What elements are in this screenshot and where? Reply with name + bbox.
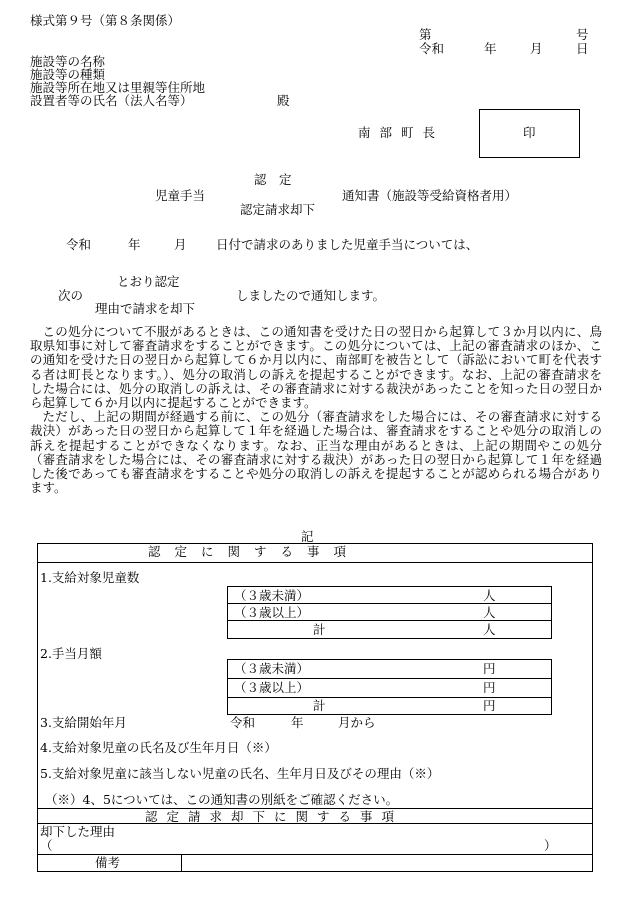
notice-paragraph-1: この処分について不服があるときは、この通知書を受けた日の翌日から起算して３か月以内に、鳥取県知事に対して審査請求をすることができます。この処分については、上記の審査請求のほか、この通知を受けた日の翌日から起算して６か月以内に、南部町を被告として（訴訟において町を代表する者は町長となります。）、処分の取消しの訴えを提起することができます。なお、上記の審査請求をした場合には、処分の取消しの訴えは、その審査請求に対する裁決があったことを知った日の翌日から起算して６か月以内に提起することができます。: [30, 324, 602, 411]
ki-mark: 記: [301, 529, 314, 544]
date-month: 月: [530, 41, 543, 56]
notice-paragraph-2: ただし、上記の期間が経過する前に、この処分（審査請求をした場合には、その審査請求に対する裁決）があった日の翌日から起算して１年を経過した場合は、審査請求をすることや処分の取消しの訴えを提起することができなくなります。なお、正当な理由があるときは、上記の期間やこの処分（審査請求をした場合には、その審査請求に対する裁決）があった日の翌日から起算して１年を経過した後であっても審査請求をすることや処分の取消しの訴えを提起することが認められる場合があります。: [30, 409, 602, 496]
issuer-title: 南部町長: [358, 125, 445, 140]
date-day: 日: [576, 41, 589, 56]
facility-type-label: 施設等の種類: [30, 67, 106, 82]
date-year: 年: [484, 41, 497, 56]
rejection-section-header: 認定請求却下に関する事項: [145, 809, 404, 824]
start-month-from: 月から: [338, 715, 376, 730]
count-over3-label: （３歳以上）: [234, 605, 310, 620]
intro-text: 日付で請求のありました児童手当については、: [216, 237, 479, 252]
title-option-rejection: 認定請求却下: [240, 202, 316, 217]
doc-number-prefix: 第: [419, 27, 432, 42]
title-suffix: 通知書（施設等受給資格者用）: [342, 188, 518, 203]
intro-year: 年: [128, 237, 141, 252]
seal-box: [479, 109, 580, 158]
notice-text: [30, 325, 602, 495]
item4-label: 4.支給対象児童の氏名及び生年月日（※）: [40, 740, 277, 755]
item2-label: 2.手当月額: [40, 646, 102, 661]
intro-option-approval: とおり認定: [117, 274, 180, 289]
approval-section-header: 認定に関する事項: [148, 544, 361, 559]
intro-month: 月: [174, 237, 187, 252]
count-total-label: 計: [313, 622, 326, 637]
approval-note: （※）4、5については、この通知書の別紙をご確認ください。: [45, 792, 399, 807]
item5-label: 5.支給対象児童に該当しない児童の氏名、生年月日及びその理由（※）: [40, 766, 440, 781]
title-option-approval: 認 定: [254, 172, 292, 187]
count-under3-label: （３歳未満）: [234, 588, 310, 603]
honorific: 殿: [277, 93, 290, 108]
reason-paren-close: ）: [544, 838, 557, 853]
amount-under3-label: （３歳未満）: [234, 661, 310, 676]
address-label: 施設等所在地又は里親等住所地: [30, 80, 206, 95]
intro-option-rejection: 理由で請求を却下: [95, 301, 196, 316]
reason-paren-open: （: [40, 838, 53, 853]
amount-total-unit: 円: [483, 698, 496, 713]
count-under3-unit: 人: [483, 588, 496, 603]
intro-era: 令和: [66, 237, 92, 252]
start-year: 年: [291, 715, 304, 730]
start-era: 令和: [230, 715, 256, 730]
count-over3-unit: 人: [483, 605, 496, 620]
rejection-reason-label: 却下した理由: [40, 824, 116, 839]
intro-next: 次の: [58, 288, 84, 303]
amount-total-label: 計: [313, 698, 326, 713]
date-era: 令和: [419, 41, 445, 56]
amount-over3-unit: 円: [483, 680, 496, 695]
founder-label: 設置者等の氏名（法人名等）: [30, 93, 193, 108]
form-label: 様式第９号（第８条関係）: [30, 13, 181, 28]
remarks-label: 備考: [95, 855, 121, 870]
seal-mark: 印: [523, 125, 536, 140]
title-prefix: 児童手当: [155, 188, 206, 203]
count-total-unit: 人: [483, 622, 496, 637]
doc-number-suffix: 号: [576, 27, 589, 42]
item3-label: 3.支給開始年月: [40, 715, 127, 730]
intro-tail: しましたので通知します。: [236, 288, 386, 303]
facility-name-label: 施設等の名称: [30, 54, 106, 69]
amount-over3-label: （３歳以上）: [234, 680, 310, 695]
item1-label: 1.支給対象児童数: [40, 570, 140, 585]
amount-under3-unit: 円: [483, 661, 496, 676]
